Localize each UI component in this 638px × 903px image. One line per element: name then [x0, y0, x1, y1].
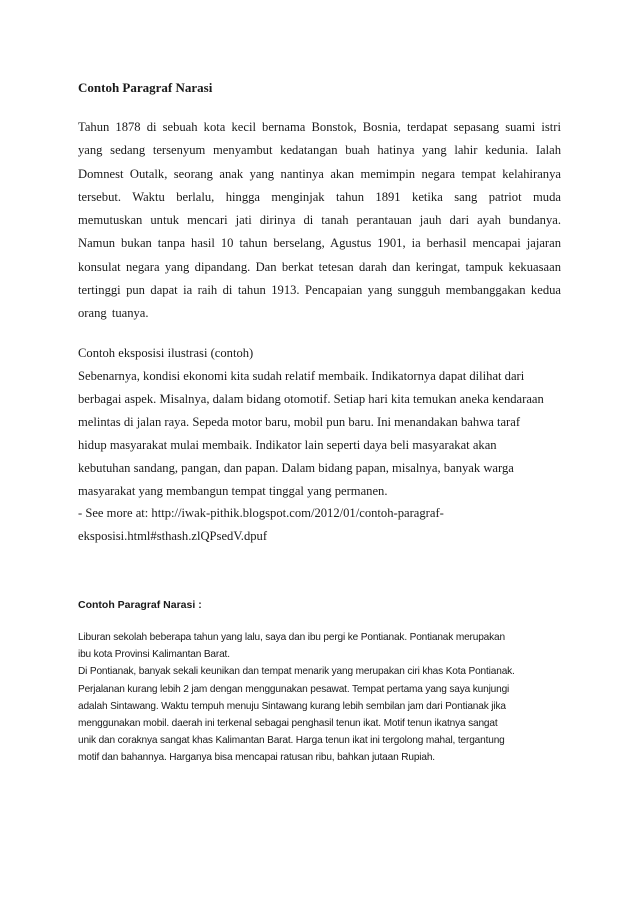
section-3-heading: Contoh Paragraf Narasi :	[78, 599, 202, 611]
section-3-paragraph	[78, 629, 568, 767]
section-1-heading: Contoh Paragraf Narasi	[78, 80, 213, 95]
section-2-paragraph	[78, 365, 548, 548]
section-3-line: Perjalanan kurang lebih 2 jam dengan menggunakan pesawat. Tempat pertama yang saya kunjungi	[78, 683, 510, 695]
section-2-line: melintas di jalan raya. Sepeda motor baru, mobil pun baru. Ini menandakan bahwa taraf	[78, 414, 521, 429]
section-3-line: unik dan coraknya sangat khas Kalimantan Barat. Harga tenun ikat ini tergolong mahal, tergantung	[78, 735, 505, 747]
section-3-line: Di Pontianak, banyak sekali keunikan dan tempat menarik yang merupakan ciri khas Kota Pontianak.	[78, 666, 515, 678]
source-link-line: - See more at: http://iwak-pithik.blogspot.com/2012/01/contoh-paragraf-	[78, 506, 444, 521]
section-2-line: berbagai aspek. Misalnya, dalam bidang otomotif. Setiap hari kita temukan aneka kendaraan	[78, 391, 544, 406]
section-2-heading: Contoh eksposisi ilustrasi (contoh)	[78, 346, 254, 360]
section-3-line: menggunakan mobil. daerah ini terkenal sebagai penghasil tenun ikat. Motif tenun ikatnya sangat	[78, 718, 498, 730]
section-3-line: motif dan bahannya. Harganya bisa mencapai ratusan ribu, bahkan jutaan Rupiah.	[78, 752, 435, 764]
section-2-line: masyarakat yang membangun tempat tinggal yang permanen.	[78, 483, 388, 498]
section-2-line: kebutuhan sandang, pangan, dan papan. Dalam bidang papan, misalnya, banyak warga	[78, 460, 514, 475]
section-3-line: Liburan sekolah beberapa tahun yang lalu, saya dan ibu pergi ke Pontianak. Pontianak merupakan	[78, 632, 505, 643]
section-3-line: ibu kota Provinsi Kalimantan Barat.	[78, 649, 230, 661]
section-2-line: Sebenarnya, kondisi ekonomi kita sudah relatif membaik. Indikatornya dapat dilihat dari	[78, 369, 525, 383]
section-1-paragraph: Tahun 1878 di sebuah kota kecil bernama Bonstok, Bosnia, terdapat sepasang suami istri yang sedang tersenyum menyambut kedatangan buah hatinya yang lahir kedunia. Ialah Domnest Outalk, seorang anak yang nantinya akan memimpin negara tempat kelahiranya tersebut. Waktu berlalu, hingga menginjak tahun 1891 ketika sang patriot muda memutuskan untuk mencari jati dirinya di tanah perantauan jauh dari ayah bundanya. Namun bukan tanpa hasil 10 tahun berselang, Agustus 1901, ia berhasil mencapai jajaran konsulat negara yang dipandang. Dan berkat tetesan darah dan keringat, tampuk kekuasaan tertinggi pun dapat ia raih di tahun 1913. Pencapaian yang sungguh membanggakan kedua orang tuanya.	[78, 120, 561, 321]
section-3-line: adalah Sintawang. Waktu tempuh menuju Sintawang kurang lebih sembilan jam dari Pontianak jika	[78, 700, 506, 712]
source-link-line: eksposisi.html#sthash.zlQPsedV.dpuf	[78, 529, 268, 544]
section-2-line: hidup masyarakat mulai membaik. Indikator lain seperti daya beli masyarakat akan	[78, 437, 497, 452]
